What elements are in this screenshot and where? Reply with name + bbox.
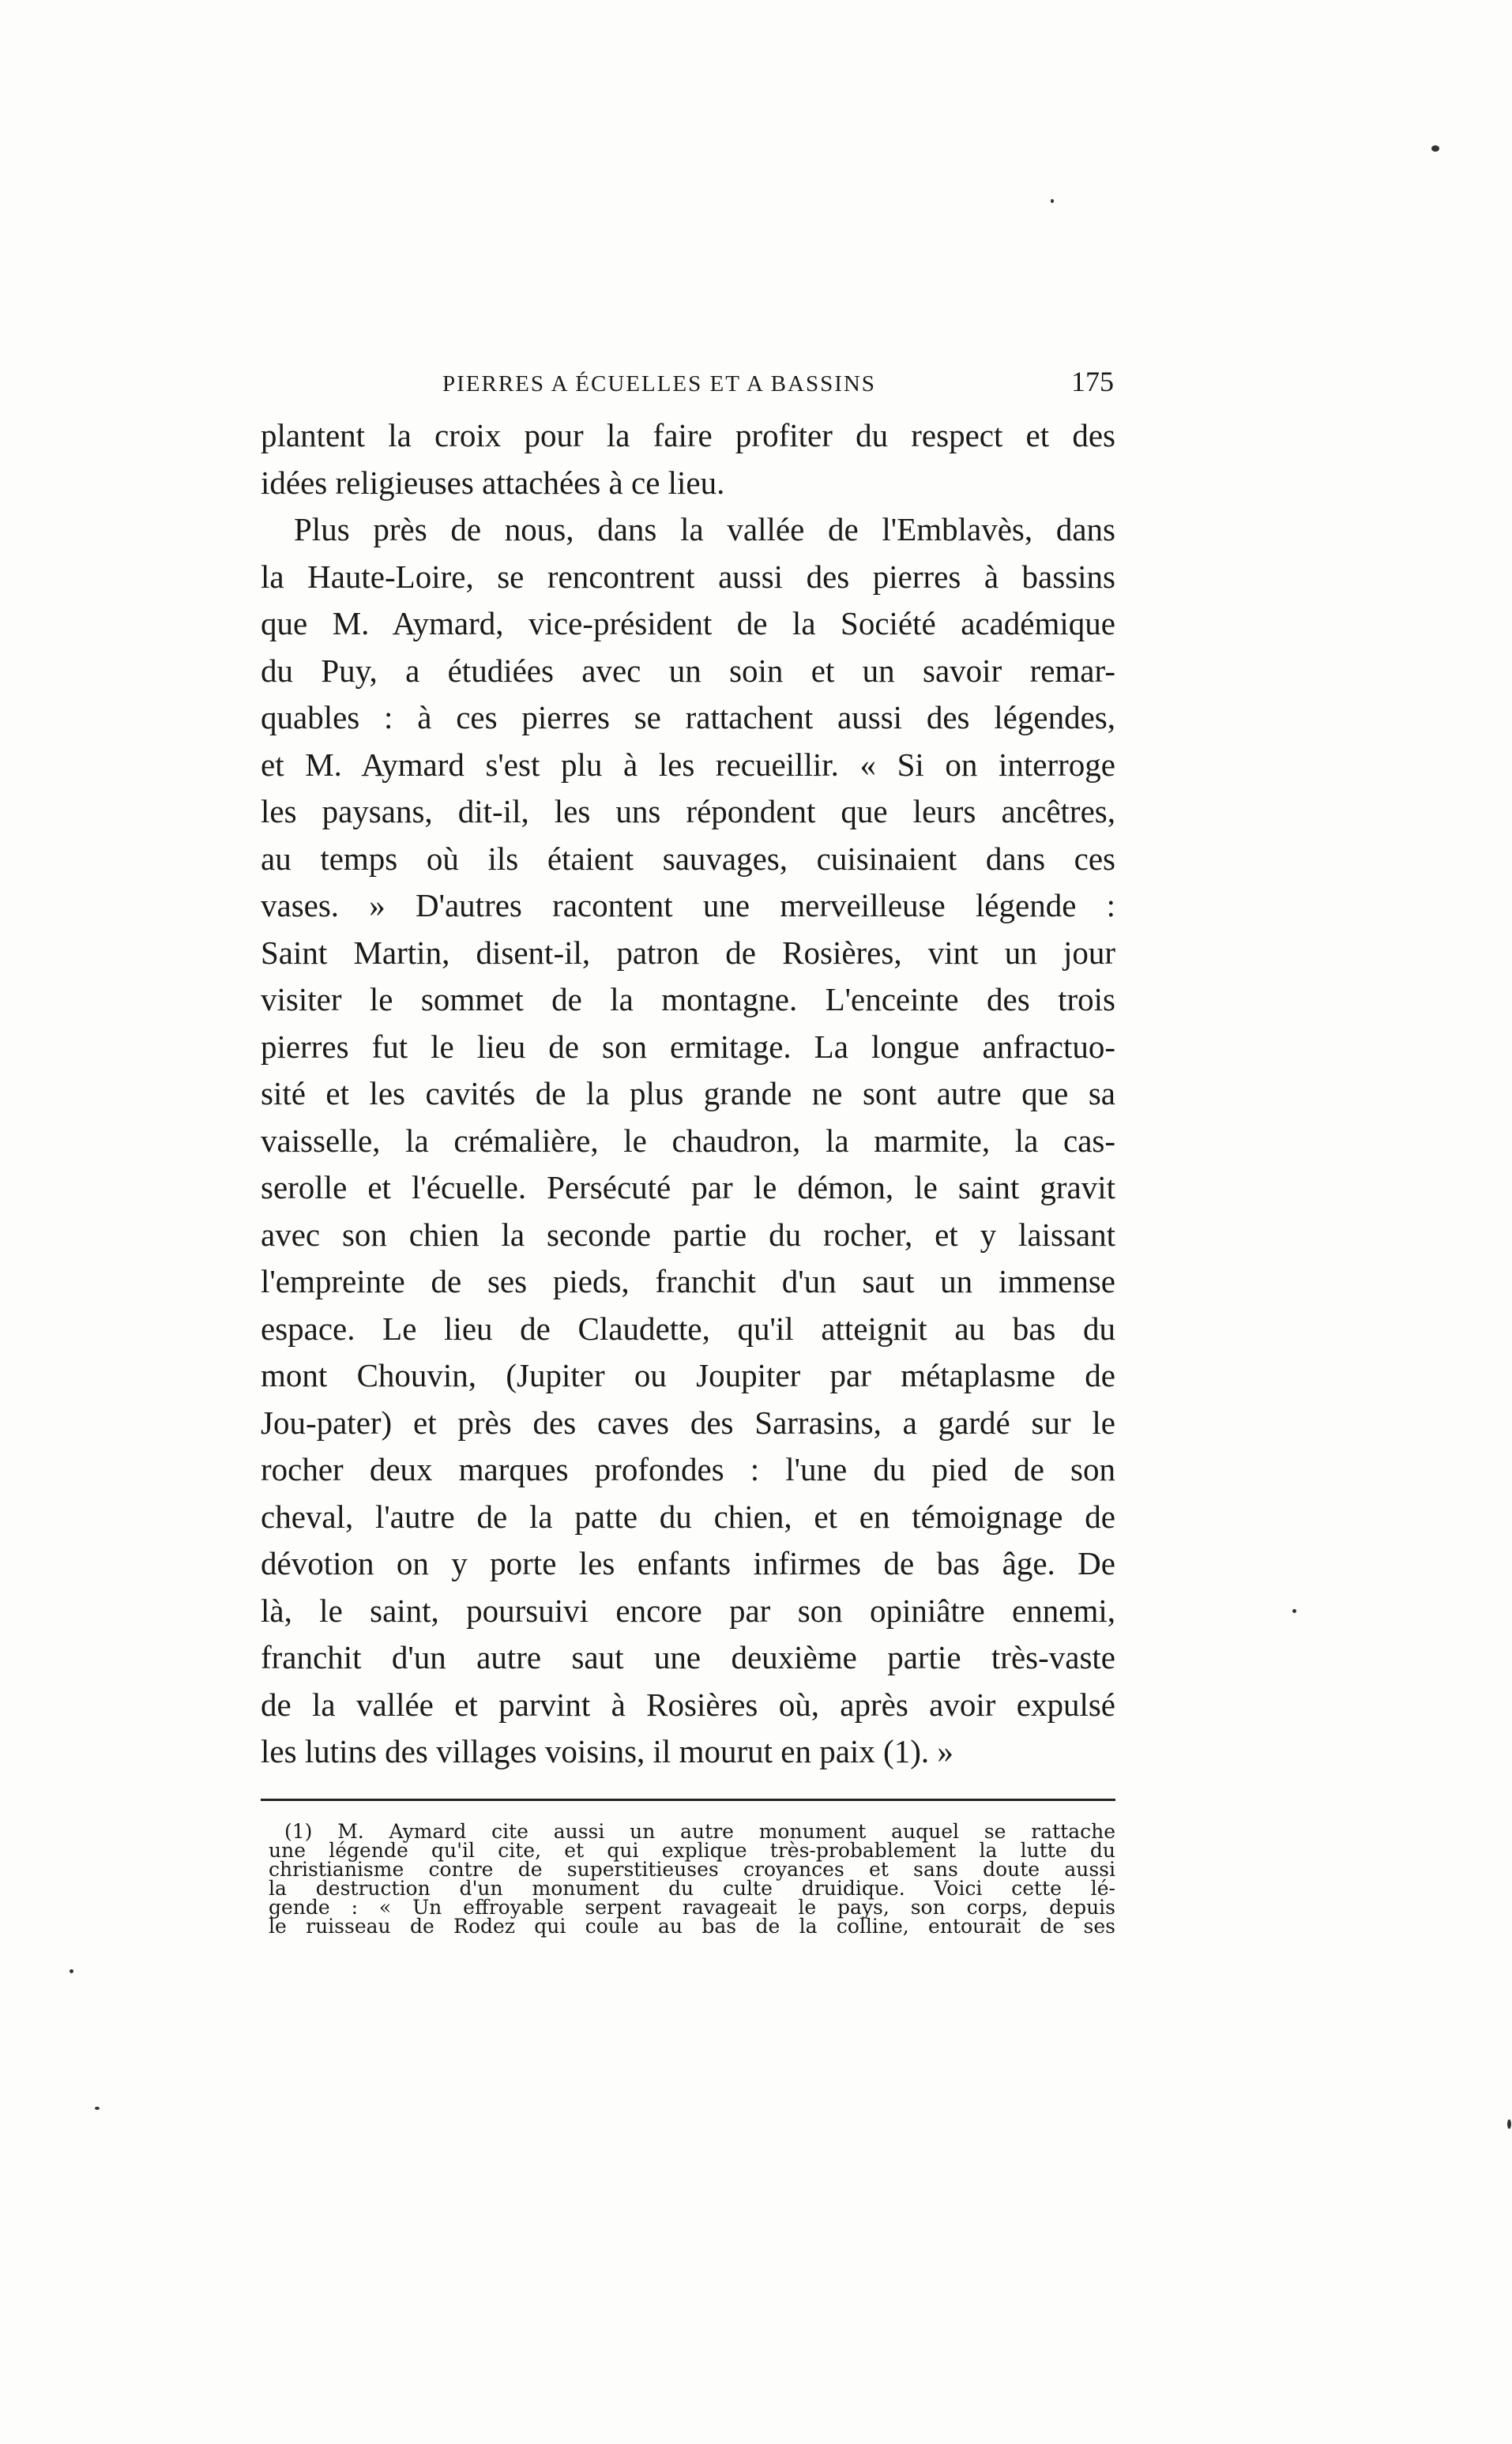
body-line: mont Chouvin, (Jupiter ou Joupiter par métaplasme de [261,1357,1115,1393]
ink-speck [95,2107,100,2110]
ink-speck [1292,1609,1296,1613]
page-number: 175 [1071,366,1114,397]
body-line: là, le saint, poursuivi encore par son opiniâtre ennemi, [261,1592,1115,1629]
body-line: et M. Aymard s'est plu à les recueillir. « Si on interroge [261,746,1115,783]
body-line: de la vallée et parvint à Rosières où, après avoir expulsé [261,1686,1115,1723]
footnote-divider [261,1799,1115,1801]
footnote-line: la destruction d'un monument du culte druidique. Voici cette lé- [269,1877,1115,1900]
body-line: l'empreinte de ses pieds, franchit d'un saut un immense [261,1263,1115,1299]
footnote [269,1822,1115,1936]
ink-speck [1507,2119,1511,2129]
body-line: plantent la croix pour la faire profiter du respect et des [261,417,1115,453]
footnote-line: (1) M. Aymard cite aussi un autre monument auquel se rattache [284,1820,1115,1843]
body-text [261,412,1115,1776]
body-line: vases. » D'autres racontent une merveilleuse légende : [261,887,1115,923]
body-line: au temps où ils étaient sauvages, cuisinaient dans ces [261,840,1115,877]
body-line: visiter le sommet de la montagne. L'enceinte des trois [261,981,1115,1017]
body-line: franchit d'un autre saut une deuxième partie très-vaste [261,1639,1115,1675]
body-line: Saint Martin, disent-il, patron de Rosières, vint un jour [261,934,1115,971]
body-line: les lutins des villages voisins, il mourut en paix (1). » [261,1733,953,1769]
body-line: du Puy, a étudiées avec un soin et un savoir remar- [261,652,1115,689]
body-line: les paysans, dit-il, les uns répondent que leurs ancêtres, [261,793,1115,829]
body-line: Plus près de nous, dans la vallée de l'Emblavès, dans [294,511,1115,547]
body-line: cheval, l'autre de la patte du chien, et en témoignage de [261,1498,1115,1535]
body-line: quables : à ces pierres se rattachent aussi des légendes, [261,699,1115,735]
body-line: espace. Le lieu de Claudette, qu'il atteignit au bas du [261,1310,1115,1347]
body-line: sité et les cavités de la plus grande ne sont autre que sa [261,1075,1115,1111]
running-title: PIERRES A ÉCUELLES ET A BASSINS [442,371,876,397]
footnote-line: le ruisseau de Rodez qui coule au bas de la colline, entourait de ses [269,1915,1115,1938]
body-line: idées religieuses attachées à ce lieu. [261,464,725,501]
body-line: rocher deux marques profondes : l'une du pied de son [261,1451,1115,1487]
footnote-line: christianisme contre de superstitieuses croyances et sans doute aussi [269,1858,1115,1881]
footnote-line: une légende qu'il cite, et qui explique très-probablement la lutte du [269,1839,1115,1862]
running-head [261,365,1114,404]
body-line: dévotion on y porte les enfants infirmes de bas âge. De [261,1545,1115,1581]
body-line: la Haute-Loire, se rencontrent aussi des pierres à bassins [261,558,1115,595]
ink-speck [1431,145,1439,152]
body-line: Jou-pater) et près des caves des Sarrasins, a gardé sur le [261,1404,1115,1441]
footnote-line: gende : « Un effroyable serpent ravageait le pays, son corps, depuis [269,1896,1115,1919]
body-line: avec son chien la seconde partie du rocher, et y laissant [261,1216,1115,1253]
ink-speck [1051,199,1054,203]
body-line: serolle et l'écuelle. Persécuté par le démon, le saint gravit [261,1169,1115,1205]
body-line: pierres fut le lieu de son ermitage. La longue anfractuo- [261,1028,1115,1065]
body-line: que M. Aymard, vice-président de la Société académique [261,605,1115,641]
ink-speck [70,1969,73,1973]
body-line: vaisselle, la crémalière, le chaudron, la marmite, la cas- [261,1122,1115,1159]
